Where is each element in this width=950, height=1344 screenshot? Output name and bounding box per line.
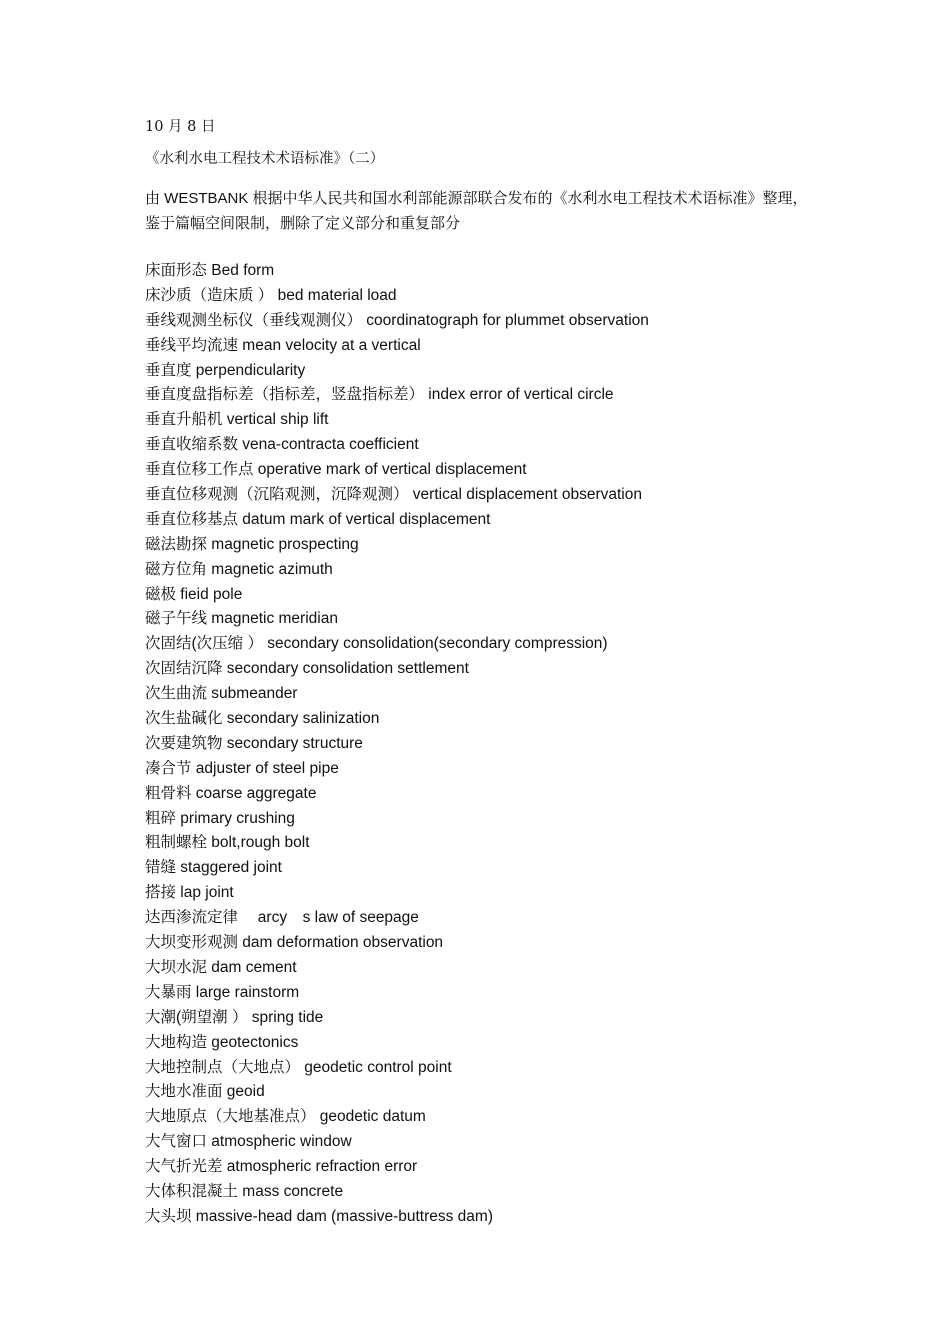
term-item: 磁方位角 magnetic azimuth	[145, 560, 333, 578]
term-item: 大体积混凝土 mass concrete	[145, 1182, 344, 1200]
term-item: 达西渗流定律 arcy s law of seepage	[145, 909, 419, 927]
term-item: 大地水准面 geoid	[145, 1083, 265, 1101]
intro-paragraph	[145, 186, 835, 236]
term-item: 垂直升船机 vertical ship lift	[145, 411, 329, 429]
term-item: 大坝水泥 dam cement	[145, 958, 297, 976]
term-item: 粗骨料 coarse aggregate	[145, 784, 317, 802]
term-item: 磁子午线 magnetic meridian	[145, 610, 338, 628]
term-item: 大头坝 massive-head dam (massive-buttress dam)	[145, 1207, 493, 1225]
term-item: 垂直位移观测（沉陷观测，沉降观测） vertical displacement observation	[145, 486, 642, 504]
term-item: 错缝 staggered joint	[145, 859, 282, 877]
term-item: 大暴雨 large rainstorm	[145, 983, 300, 1001]
term-item: 次固结(次压缩 ） secondary consolidation(secondary compression)	[145, 635, 608, 653]
term-item: 磁极 fieid pole	[145, 585, 243, 603]
term-item: 垂线平均流速 mean velocity at a vertical	[145, 336, 421, 354]
term-item: 大地控制点（大地点） geodetic control point	[145, 1058, 452, 1076]
document-title: 《水利水电工程技术术语标准》（二）	[145, 151, 385, 167]
term-item: 垂直收缩系数 vena-contracta coefficient	[145, 436, 419, 454]
term-item: 大气窗口 atmospheric window	[145, 1133, 352, 1151]
term-item: 床沙质（造床质 ） bed material load	[145, 286, 397, 304]
term-item: 次生盐碱化 secondary salinization	[145, 710, 380, 728]
term-item: 粗碎 primary crushing	[145, 809, 295, 827]
term-item: 大地构造 geotectonics	[145, 1033, 299, 1051]
document-date: 10 月 8 日	[145, 119, 216, 135]
term-list	[145, 259, 649, 1230]
term-item: 搭接 lap joint	[145, 884, 234, 902]
term-item: 垂直度盘指标差（指标差，竖盘指标差） index error of vertical circle	[145, 386, 614, 404]
term-item: 次生曲流 submeander	[145, 685, 298, 703]
term-item: 磁法勘探 magnetic prospecting	[145, 535, 359, 553]
term-item: 垂直度 perpendicularity	[145, 361, 306, 379]
term-item: 垂线观测坐标仪（垂线观测仪） coordinatograph for plummet observation	[145, 311, 649, 329]
term-item: 凑合节 adjuster of steel pipe	[145, 759, 339, 777]
term-item: 大坝变形观测 dam deformation observation	[145, 934, 444, 952]
term-item: 粗制螺栓 bolt,rough bolt	[145, 834, 310, 852]
intro-line: 由 WESTBANK 根据中华人民共和国水利部能源部联合发布的《水利水电工程技术术语标准》整理，	[145, 190, 808, 207]
term-item: 大潮(朔望潮 ） spring tide	[145, 1008, 324, 1026]
term-item: 大地原点（大地基准点） geodetic datum	[145, 1108, 426, 1126]
intro-line: 鉴于篇幅空间限制，删除了定义部分和重复部分	[145, 215, 461, 232]
term-item: 次固结沉降 secondary consolidation settlement	[145, 660, 469, 678]
term-item: 垂直位移基点 datum mark of vertical displacement	[145, 510, 491, 528]
term-item: 床面形态 Bed form	[145, 262, 275, 279]
term-item: 垂直位移工作点 operative mark of vertical displacement	[145, 461, 527, 479]
term-item: 次要建筑物 secondary structure	[145, 734, 363, 752]
term-item: 大气折光差 atmospheric refraction error	[145, 1158, 418, 1176]
